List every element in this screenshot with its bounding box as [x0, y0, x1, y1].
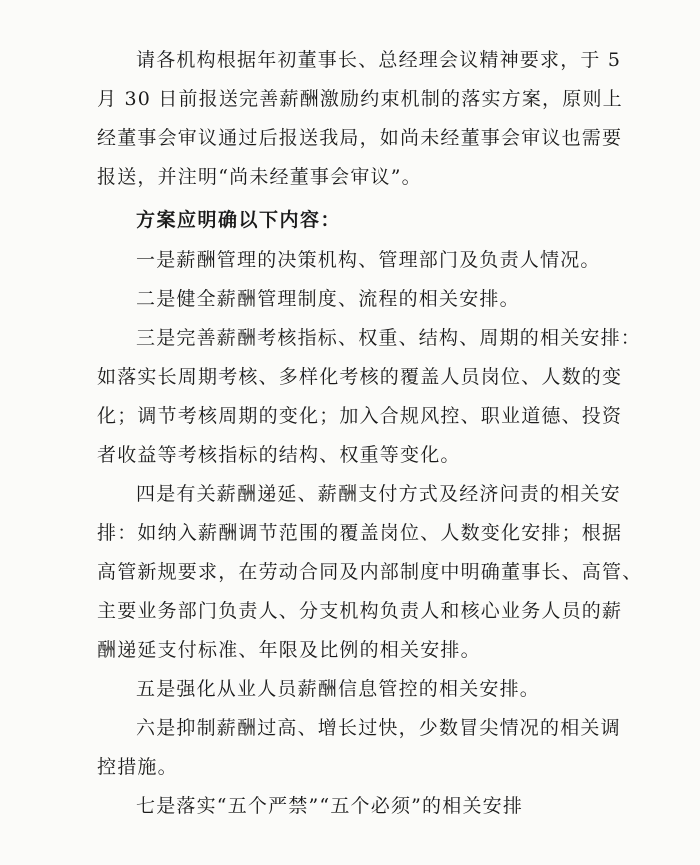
- item-3-line-3: 化；调节考核周期的变化；加入合规风控、职业道德、投资: [97, 405, 623, 427]
- paragraph-1-line-4: 报送，并注明“尚未经董事会审议”。: [97, 166, 422, 188]
- paragraph-1-line-2: 月 30 日前报送完善薪酬激励约束机制的落实方案，原则上: [97, 88, 623, 110]
- item-4-line-1: 四是有关薪酬递延、薪酬支付方式及经济问责的相关安: [136, 483, 621, 505]
- item-6-line-1: 六是抑制薪酬过高、增长过快，少数冒尖情况的相关调: [136, 717, 621, 739]
- item-4-line-2: 排：如纳入薪酬调节范围的覆盖岗位、人数变化安排；根据: [97, 522, 623, 544]
- paragraph-1-line-3: 经董事会审议通过后报送我局，如尚未经董事会审议也需要: [97, 127, 623, 149]
- section-heading: 方案应明确以下内容：: [136, 209, 342, 231]
- item-3-line-1: 三是完善薪酬考核指标、权重、结构、周期的相关安排：: [136, 327, 642, 349]
- item-4-line-5: 酬递延支付标准、年限及比例的相关安排。: [97, 639, 481, 661]
- item-4-line-4: 主要业务部门负责人、分支机构负责人和核心业务人员的薪: [97, 600, 623, 622]
- item-6-line-2: 控措施。: [97, 756, 178, 778]
- item-5-line-1: 五是强化从业人员薪酬信息管控的相关安排。: [136, 678, 541, 700]
- item-7-line-1: 七是落实“五个严禁”“五个必须”的相关安排: [136, 795, 524, 817]
- item-1-line-1: 一是薪酬管理的决策机构、管理部门及负责人情况。: [136, 249, 601, 271]
- paragraph-1-line-1: 请各机构根据年初董事长、总经理会议精神要求，于 5: [136, 49, 622, 71]
- item-4-line-3: 高管新规要求，在劳动合同及内部制度中明确董事长、高管、: [97, 561, 643, 583]
- item-2-line-1: 二是健全薪酬管理制度、流程的相关安排。: [136, 288, 520, 310]
- item-3-line-4: 者收益等考核指标的结构、权重等变化。: [97, 444, 461, 466]
- item-3-line-2: 如落实长周期考核、多样化考核的覆盖人员岗位、人数的变: [97, 366, 623, 388]
